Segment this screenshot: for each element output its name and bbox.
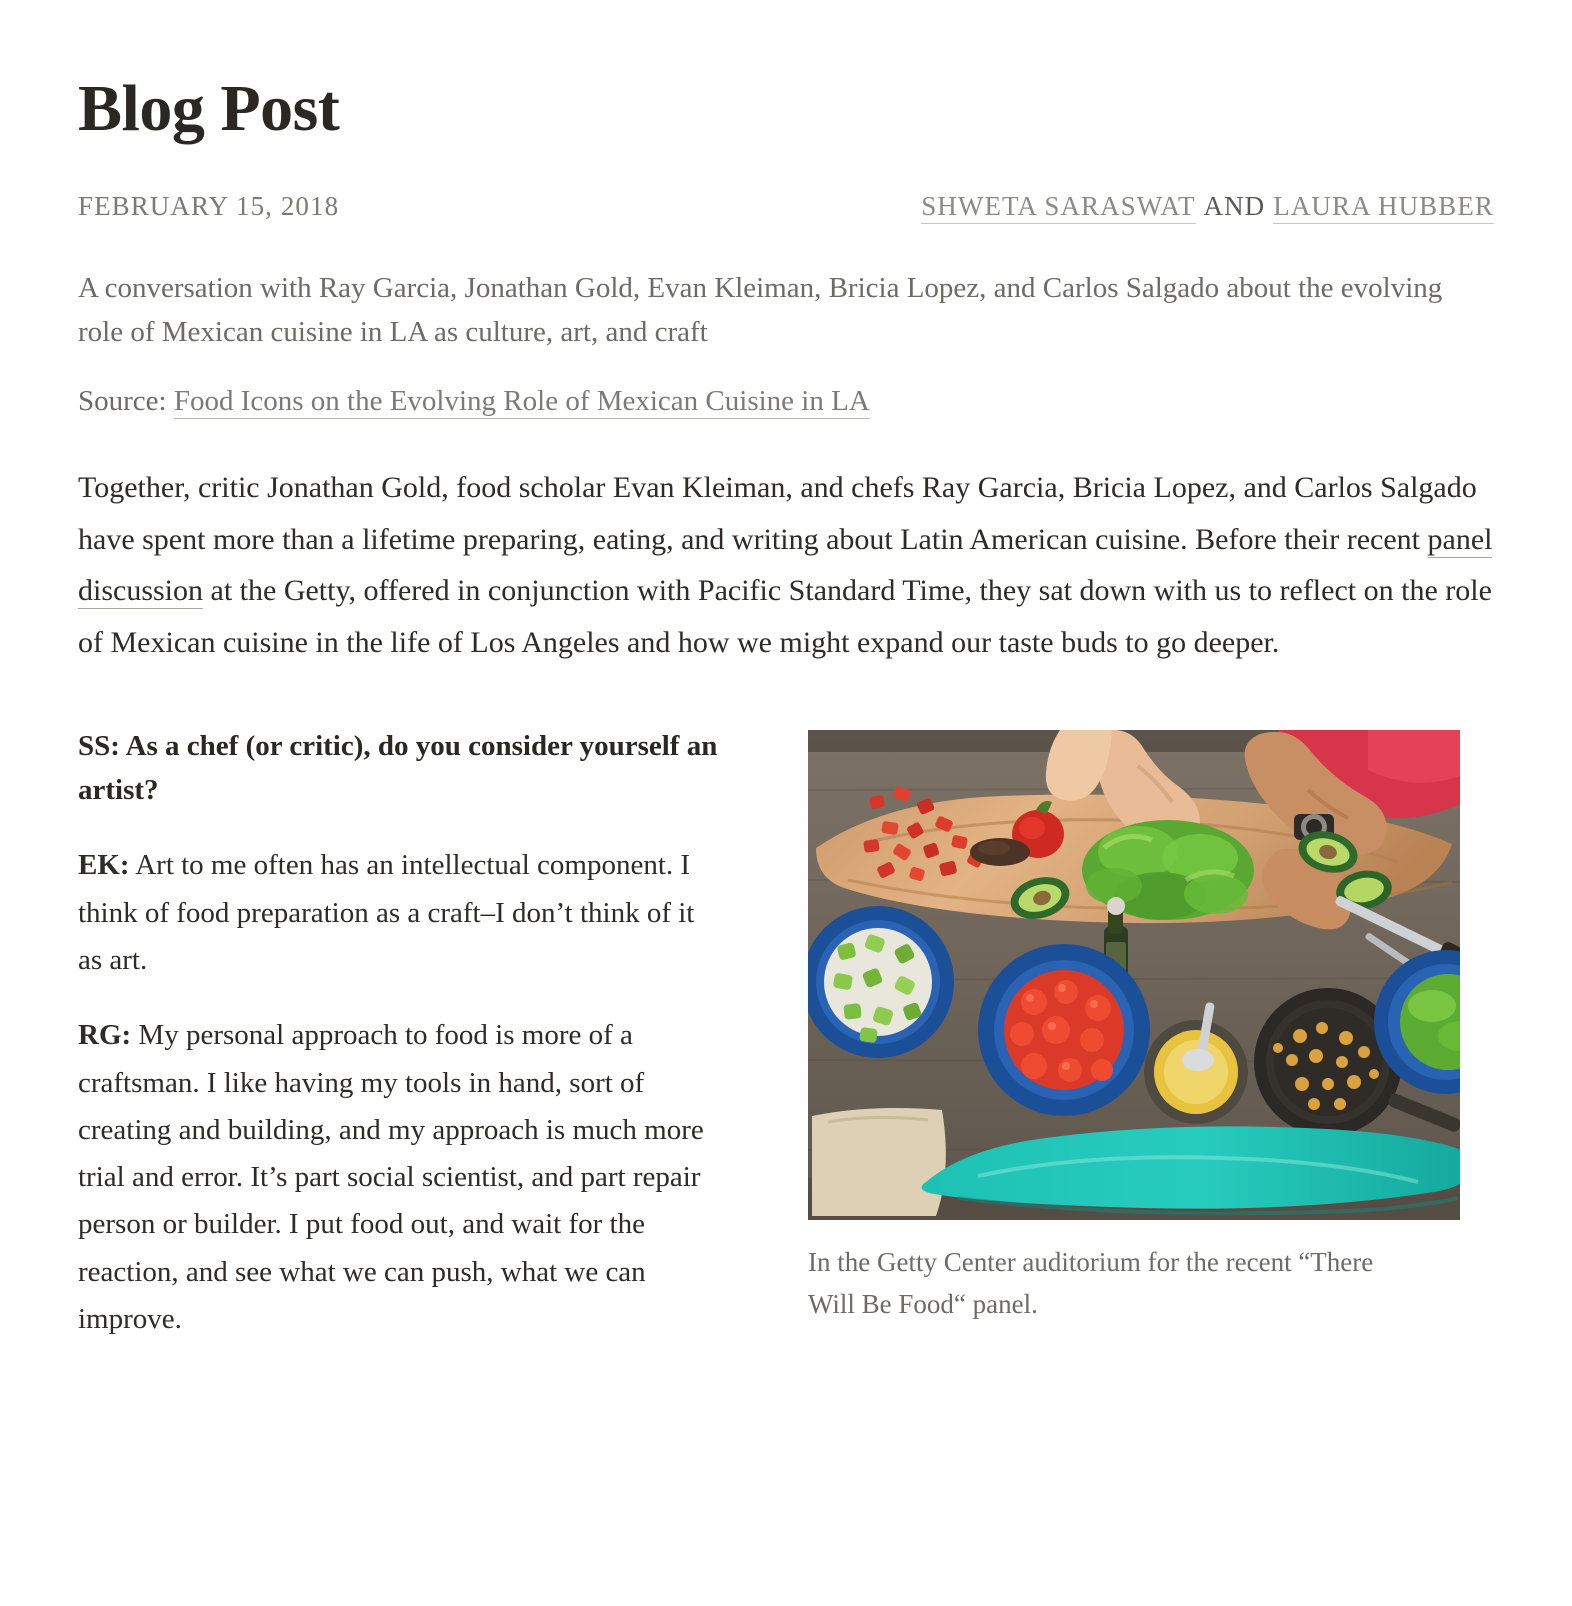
lede-paragraph bbox=[78, 462, 1494, 668]
author-conjunction: AND bbox=[1203, 191, 1266, 222]
lede-text-part-2: at the Getty, offered in conjunction with Pacific Standard Time, they sat down with us to reflect on the role of Mexican cuisine in the life of Los Angeles and how we might expand our taste buds to go deeper. bbox=[78, 574, 1492, 659]
post-dek: A conversation with Ray Garcia, Jonathan Gold, Evan Kleiman, Bricia Lopez, and Carlos Salgado about the evolving role of Mexican cuisine in LA as culture, art, and craft bbox=[78, 272, 1443, 349]
source-link[interactable]: Food Icons on the Evolving Role of Mexican Cuisine in LA bbox=[173, 385, 870, 418]
answer-text: Art to me often has an intellectual component. I think of food preparation as a craft–I don’t think of it as art. bbox=[78, 849, 695, 977]
interview-answer bbox=[78, 1012, 718, 1343]
answer-text: My personal approach to food is more of a craftsman. I like having my tools in hand, sort of creating and building, and my approach is much more trial and error. It’s part social scientist, and part repair person or builder. I put food out, and wait for the reaction, and see what we can push, what we can improve. bbox=[78, 1019, 704, 1335]
article-figure bbox=[808, 730, 1460, 1326]
post-date: FEBRUARY 15, 2018 bbox=[78, 191, 340, 222]
interview-column bbox=[78, 724, 718, 1371]
panel-discussion-link[interactable]: panel discussion bbox=[78, 522, 1493, 608]
interview-question: SS: As a chef (or critic), do you consider yourself an artist? bbox=[78, 730, 718, 807]
speaker-initials: RG: bbox=[78, 1019, 132, 1052]
speaker-initials: EK: bbox=[78, 849, 130, 882]
author-link-2[interactable]: LAURA HUBBER bbox=[1273, 191, 1494, 224]
source-label: Source: bbox=[78, 385, 167, 418]
source-line bbox=[78, 380, 1494, 424]
post-meta bbox=[78, 191, 1494, 222]
page-title: Blog Post bbox=[78, 72, 340, 145]
figure-column bbox=[808, 724, 1460, 1326]
interview-answer bbox=[78, 842, 718, 984]
figure-caption: In the Getty Center auditorium for the recent “There Will Be Food“ panel. bbox=[808, 1247, 1374, 1320]
lede-text-part-1: Together, critic Jonathan Gold, food scholar Evan Kleiman, and chefs Ray Garcia, Bricia Lopez, and Carlos Salgado have spent more than a lifetime preparing, eating, and writing about Latin American cuisine. Before their recent bbox=[78, 470, 1477, 556]
post-authors bbox=[921, 191, 1494, 222]
content-columns bbox=[78, 724, 1494, 1371]
overhead-food-table-photo bbox=[808, 730, 1460, 1220]
author-link-1[interactable]: SHWETA SARASWAT bbox=[921, 191, 1195, 224]
